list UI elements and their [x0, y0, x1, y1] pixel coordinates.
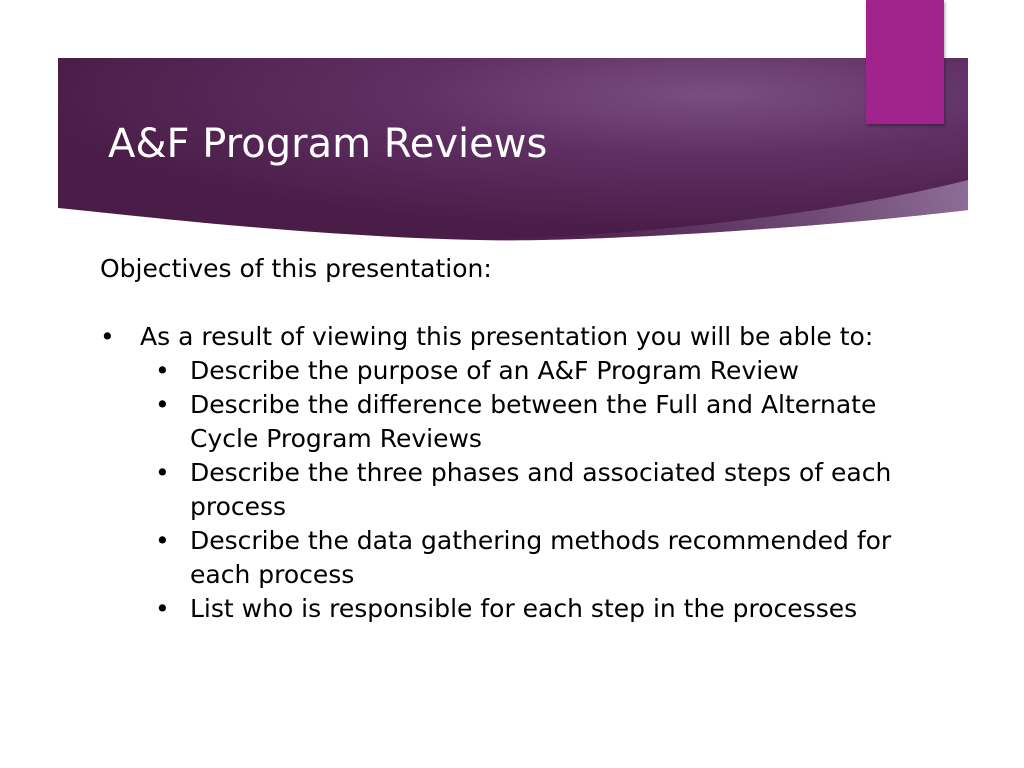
accent-tab	[866, 0, 944, 124]
slide-content	[100, 252, 930, 626]
objective-text: Describe the three phases and associated steps of each process	[190, 458, 892, 521]
main-bullet-item	[100, 320, 930, 354]
bullet-icon: •	[155, 390, 170, 419]
slide-title: A&F Program Reviews	[108, 121, 548, 167]
objective-item	[100, 524, 930, 592]
objectives-list	[100, 354, 930, 626]
objective-text: Describe the data gathering methods recommended for each process	[190, 526, 892, 589]
bullet-icon: •	[155, 458, 170, 487]
objective-item	[100, 388, 930, 456]
main-bullet-text: As a result of viewing this presentation you will be able to:	[140, 322, 874, 351]
objective-text: Describe the purpose of an A&F Program Review	[190, 356, 800, 385]
objective-item	[100, 354, 930, 388]
objective-text: Describe the difference between the Full and Alternate Cycle Program Reviews	[190, 390, 877, 453]
objective-item	[100, 592, 930, 626]
bullet-icon: •	[155, 526, 170, 555]
bullet-icon: •	[155, 356, 170, 385]
spacer	[100, 286, 930, 320]
objective-text: List who is responsible for each step in the processes	[190, 594, 858, 623]
bullet-icon: •	[155, 594, 170, 623]
objective-item	[100, 456, 930, 524]
bullet-icon: •	[100, 322, 115, 351]
objectives-heading: Objectives of this presentation:	[100, 254, 492, 283]
